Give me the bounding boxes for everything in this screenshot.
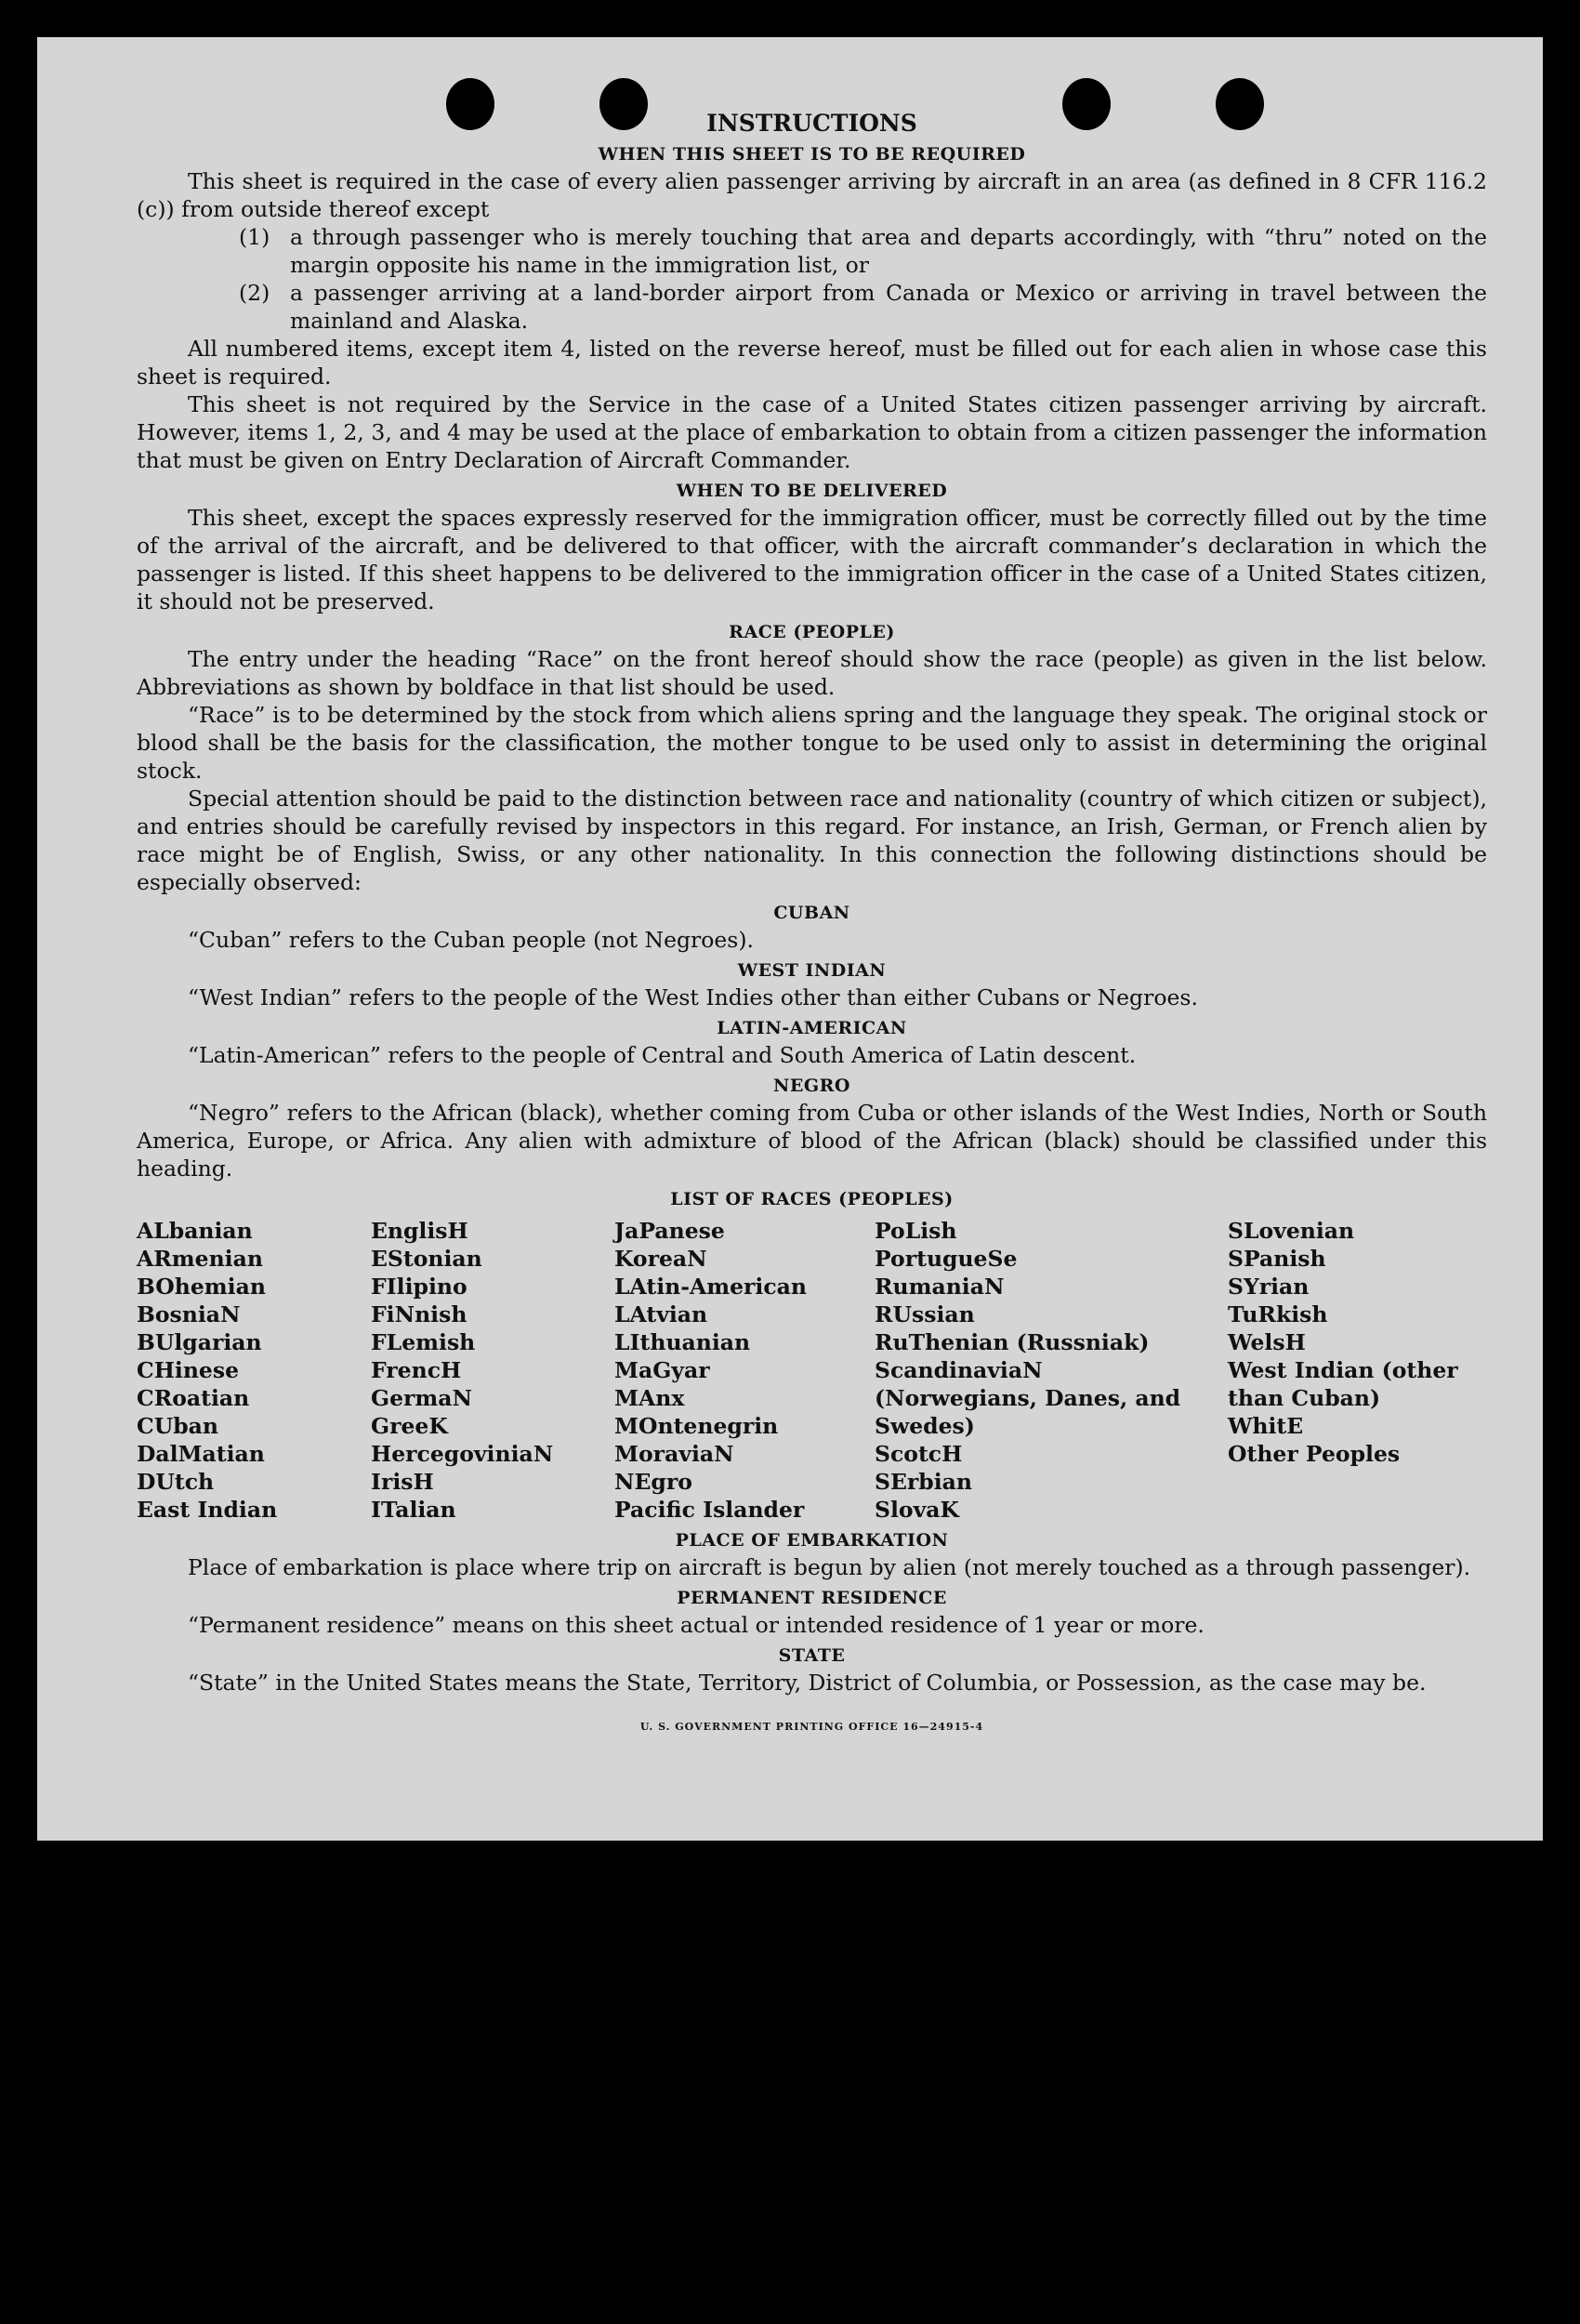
page-title: INSTRUCTIONS bbox=[706, 110, 917, 137]
heading-west-indian: WEST INDIAN bbox=[737, 960, 887, 981]
item-number: (2) bbox=[239, 280, 270, 306]
race-entry: ScandinaviaN (Norwegians, Danes, and Swedes) bbox=[875, 1357, 1181, 1439]
race-entry: WelsH bbox=[1228, 1329, 1306, 1355]
race-entry: SLovenian bbox=[1228, 1218, 1355, 1244]
race-entry: East Indian bbox=[137, 1497, 278, 1523]
instructions-content bbox=[137, 110, 1487, 1741]
race-entry: Pacific Islander bbox=[614, 1497, 805, 1523]
race-entry: RUssian bbox=[875, 1301, 975, 1327]
printing-office-footer: U. S. GOVERNMENT PRINTING OFFICE 16—24915-4 bbox=[639, 1721, 984, 1733]
races-column bbox=[137, 1217, 371, 1524]
race-entry: Other Peoples bbox=[1228, 1441, 1401, 1467]
race-entry: FLemish bbox=[371, 1329, 476, 1355]
paragraph: “Negro” refers to the African (black), whether coming from Cuba or other islands of the West Indies, North or South America, Europe, or Africa. Any alien with admixture of blood of the African (black) should be classified under this heading. bbox=[137, 1100, 1487, 1182]
race-entry: CUban bbox=[137, 1413, 218, 1439]
race-entry: FiNnish bbox=[371, 1301, 467, 1327]
race-entry: BUlgarian bbox=[137, 1329, 262, 1355]
race-entry: SlovaK bbox=[875, 1497, 959, 1523]
race-entry: GermaN bbox=[371, 1385, 472, 1411]
paragraph: “West Indian” refers to the people of the West Indies other than either Cubans or Negroes. bbox=[188, 984, 1198, 1010]
race-entry: ALbanian bbox=[137, 1218, 253, 1244]
race-entry: HercegoviniaN bbox=[371, 1441, 554, 1467]
race-entry: MaGyar bbox=[614, 1357, 710, 1383]
item-text: a passenger arriving at a land-border airport from Canada or Mexico or arriving in travel between the mainland and Alaska. bbox=[290, 280, 1487, 334]
race-entry: LAtin-American bbox=[614, 1274, 807, 1300]
paragraph: “Latin-American” refers to the people of Central and South America of Latin descent. bbox=[188, 1042, 1137, 1068]
race-entry: PortugueSe bbox=[875, 1246, 1018, 1272]
race-entry: EnglisH bbox=[371, 1218, 468, 1244]
races-column bbox=[875, 1217, 1228, 1524]
race-entry: MoraviaN bbox=[614, 1441, 734, 1467]
list-item bbox=[239, 279, 1487, 335]
race-entry: JaPanese bbox=[614, 1218, 725, 1244]
heading-when-required: WHEN THIS SHEET IS TO BE REQUIRED bbox=[598, 144, 1026, 165]
race-entry: RuThenian (Russniak) bbox=[875, 1329, 1150, 1355]
races-column bbox=[614, 1217, 875, 1524]
race-entry: MAnx bbox=[614, 1385, 685, 1411]
paragraph: Place of embarkation is place where trip on aircraft is begun by alien (not merely touched as a through passenger). bbox=[188, 1554, 1471, 1580]
paragraph: Special attention should be paid to the distinction between race and nationality (country of which citizen or subject), and entries should be carefully revised by inspectors in this regard. For instance, an Irish, German, or French alien by race might be of English, Swiss, or any other nationality. In this connection the following distinctions should be especially observed: bbox=[137, 786, 1487, 895]
race-entry: ARmenian bbox=[137, 1246, 263, 1272]
race-entry: KoreaN bbox=[614, 1246, 707, 1272]
heading-list-of-races: LIST OF RACES (PEOPLES) bbox=[670, 1189, 954, 1209]
race-entry: WhitE bbox=[1228, 1413, 1304, 1439]
heading-state: STATE bbox=[778, 1645, 846, 1666]
race-entry: SPanish bbox=[1228, 1246, 1326, 1272]
race-entry: FrencH bbox=[371, 1357, 462, 1383]
document-sheet bbox=[37, 37, 1543, 1841]
paragraph: “Race” is to be determined by the stock from which aliens spring and the language they speak. The original stock or blood shall be the basis for the classification, the mother tongue to be used only to assist in determining the original stock. bbox=[137, 702, 1487, 784]
race-entry: ITalian bbox=[371, 1497, 456, 1523]
race-entry: ScotcH bbox=[875, 1441, 963, 1467]
race-entry: LIthuanian bbox=[614, 1329, 751, 1355]
heading-cuban: CUBAN bbox=[773, 903, 850, 923]
heading-when-delivered: WHEN TO BE DELIVERED bbox=[676, 481, 948, 501]
heading-permanent-residence: PERMANENT RESIDENCE bbox=[677, 1588, 947, 1608]
race-entry: CHinese bbox=[137, 1357, 240, 1383]
paragraph: “State” in the United States means the State, Territory, District of Columbia, or Possession, as the case may be. bbox=[188, 1670, 1427, 1696]
heading-negro: NEGRO bbox=[773, 1076, 850, 1096]
race-entry: IrisH bbox=[371, 1469, 434, 1495]
list-item bbox=[239, 223, 1487, 279]
race-entry: SYrian bbox=[1228, 1274, 1310, 1300]
heading-race: RACE (PEOPLE) bbox=[729, 622, 895, 642]
race-entry: FIlipino bbox=[371, 1274, 467, 1300]
race-entry: West Indian (other than Cuban) bbox=[1228, 1357, 1458, 1411]
race-entry: TuRkish bbox=[1228, 1301, 1328, 1327]
races-column bbox=[1228, 1217, 1469, 1524]
race-entry: DalMatian bbox=[137, 1441, 265, 1467]
race-entry: BosniaN bbox=[137, 1301, 241, 1327]
races-list bbox=[137, 1217, 1487, 1524]
race-entry: SErbian bbox=[875, 1469, 972, 1495]
races-column bbox=[371, 1217, 614, 1524]
paragraph: All numbered items, except item 4, listed on the reverse hereof, must be filled out for each alien in whose case this sheet is required. bbox=[137, 336, 1487, 390]
race-entry: LAtvian bbox=[614, 1301, 708, 1327]
race-entry: DUtch bbox=[137, 1469, 215, 1495]
race-entry: PoLish bbox=[875, 1218, 957, 1244]
race-entry: RumaniaN bbox=[875, 1274, 1005, 1300]
paragraph: This sheet is not required by the Service in the case of a United States citizen passenger arriving by aircraft. However, items 1, 2, 3, and 4 may be used at the place of embarkation to obtain from a citizen passenger the information that must be given on Entry Declaration of Aircraft Commander. bbox=[137, 391, 1487, 473]
item-number: (1) bbox=[239, 224, 270, 250]
race-entry: BOhemian bbox=[137, 1274, 266, 1300]
paragraph: This sheet, except the spaces expressly reserved for the immigration officer, must be correctly filled out by the time of the arrival of the aircraft, and be delivered to that officer, with the aircraft commander’s declaration in which the passenger is listed. If this sheet happens to be delivered to the immigration officer in the case of a United States citizen, it should not be preserved. bbox=[137, 505, 1487, 614]
race-entry: EStonian bbox=[371, 1246, 482, 1272]
heading-embarkation: PLACE OF EMBARKATION bbox=[675, 1530, 949, 1551]
heading-latin-american: LATIN-AMERICAN bbox=[717, 1018, 907, 1038]
paragraph: “Permanent residence” means on this sheet actual or intended residence of 1 year or more. bbox=[188, 1612, 1205, 1638]
paragraph: The entry under the heading “Race” on the front hereof should show the race (people) as given in the list below. Abbreviations as shown by boldface in that list should be used. bbox=[137, 646, 1487, 700]
paragraph: “Cuban” refers to the Cuban people (not Negroes). bbox=[188, 927, 755, 953]
race-entry: GreeK bbox=[371, 1413, 448, 1439]
race-entry: CRoatian bbox=[137, 1385, 250, 1411]
item-text: a through passenger who is merely touching that area and departs accordingly, with “thru” noted on the margin opposite his name in the immigration list, or bbox=[290, 224, 1487, 278]
paragraph: This sheet is required in the case of every alien passenger arriving by aircraft in an area (as defined in 8 CFR 116.2 (c)) from outside thereof except bbox=[137, 168, 1487, 222]
race-entry: MOntenegrin bbox=[614, 1413, 779, 1439]
race-entry: NEgro bbox=[614, 1469, 692, 1495]
